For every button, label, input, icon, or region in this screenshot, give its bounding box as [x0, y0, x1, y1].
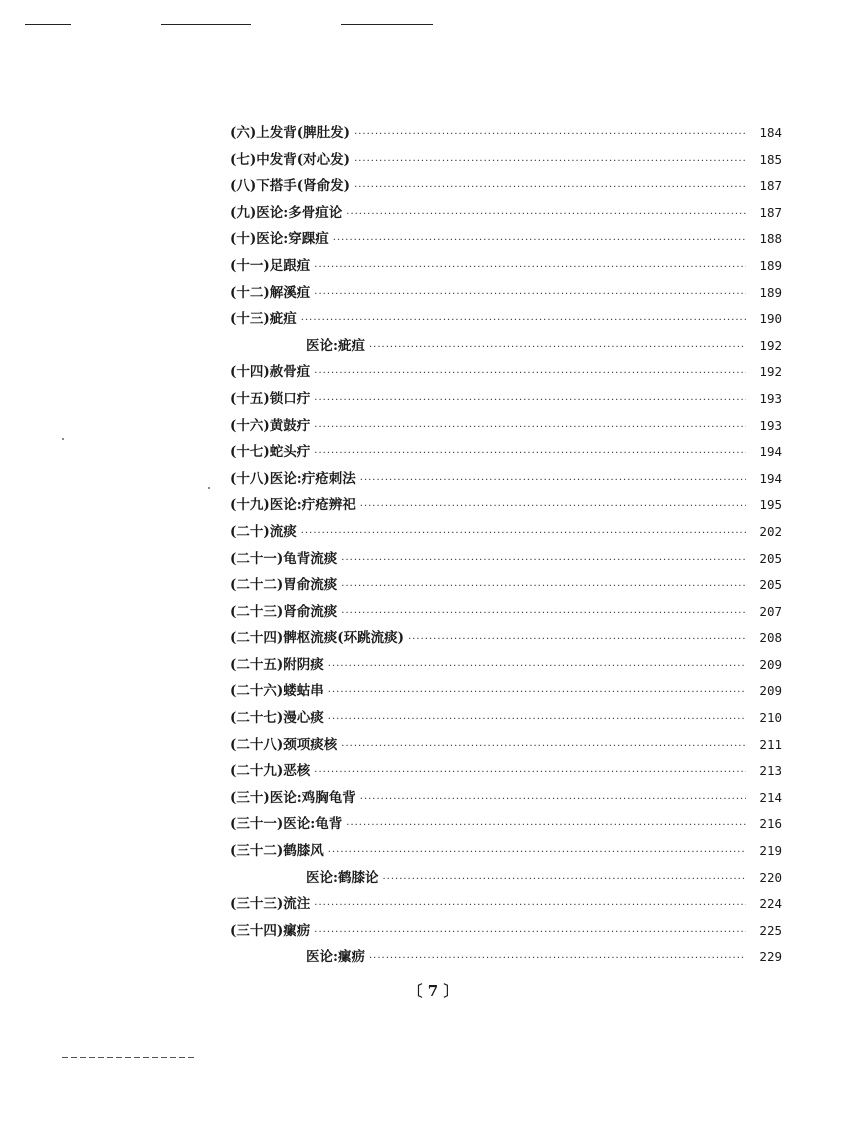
header-rule-right: [341, 24, 433, 25]
toc-entry[interactable]: [230, 413, 782, 440]
header-rule-center: [161, 24, 251, 25]
toc-entry-title: 颈项痰核: [283, 736, 338, 753]
toc-entry-page: 187: [759, 204, 782, 220]
toc-entry-page: 214: [759, 789, 782, 805]
toc-entry-number: (二十七): [230, 710, 284, 727]
toc-entry-title: 附阴痰: [283, 656, 324, 673]
toc-entry-title: 蝼蛄串: [283, 683, 324, 700]
toc-entry-title: 解溪疽: [269, 284, 311, 301]
toc-entry[interactable]: [230, 705, 782, 732]
toc-entry-number: (二十五): [230, 656, 284, 673]
toc-entry-number: (十四): [230, 364, 270, 381]
dot-leader: [360, 468, 746, 495]
toc-entry[interactable]: [230, 732, 782, 759]
toc-entry-page: 205: [759, 577, 782, 593]
toc-entry-number: (十六): [230, 417, 270, 434]
toc-entry-number: (六): [230, 125, 257, 141]
dot-leader: [314, 415, 746, 442]
toc-entry-title: 医论:鹤膝论: [306, 869, 379, 886]
toc-entry-page: 189: [759, 284, 782, 300]
toc-entry-page: 220: [759, 869, 782, 885]
dot-leader: [301, 521, 746, 548]
toc-entry-title: 中发背(对心发): [256, 151, 351, 168]
toc-entry-page: 208: [759, 630, 782, 646]
toc-entry-number: (二十九): [230, 763, 284, 780]
toc-entry-page: 188: [759, 231, 782, 247]
toc-entry-number: (二十二): [230, 577, 284, 594]
dot-leader: [314, 388, 746, 415]
toc-entry-page: 187: [759, 178, 782, 194]
toc-entry[interactable]: [230, 891, 782, 918]
toc-entry-page: 193: [759, 390, 782, 406]
dot-leader: [314, 361, 746, 388]
toc-entry[interactable]: [230, 785, 782, 812]
dot-leader: [341, 548, 746, 575]
toc-entry[interactable]: [230, 519, 782, 546]
toc-entry-title: 漫心痰: [283, 710, 324, 727]
toc-entry-title: 恶核: [283, 763, 311, 780]
toc-entry-page: 202: [759, 523, 782, 539]
toc-entry-title: 瘰疬: [283, 922, 311, 939]
toc-entry-title: 医论:多骨疽论: [256, 204, 343, 221]
toc-entry-page: 207: [759, 603, 782, 619]
dot-leader: [314, 893, 746, 920]
dot-leader: [408, 627, 746, 654]
toc-entry[interactable]: [230, 625, 782, 652]
dot-leader: [369, 946, 746, 973]
dot-leader: [354, 175, 746, 202]
toc-entry-number: (十五): [230, 390, 270, 407]
toc-entry[interactable]: [230, 811, 782, 838]
toc-entry[interactable]: [230, 147, 782, 174]
toc-entry[interactable]: [230, 546, 782, 573]
toc-entry-page: 209: [759, 656, 782, 672]
toc-entry[interactable]: [230, 944, 782, 971]
toc-entry-title: 胃俞流痰: [283, 577, 338, 594]
toc-entry[interactable]: [230, 306, 782, 333]
dot-leader: [354, 122, 746, 149]
dot-leader: [328, 680, 746, 707]
toc-entry-page: 194: [759, 444, 782, 460]
toc-entry-title: 流痰: [269, 523, 297, 540]
toc-entry-title: 医论:疔疮辨祀: [269, 497, 356, 514]
toc-entry-page: 219: [759, 843, 782, 859]
dot-leader: [301, 308, 746, 335]
toc-entry[interactable]: [230, 359, 782, 386]
dot-leader: [354, 149, 746, 176]
toc-entry-page: 185: [759, 151, 782, 167]
toc-entry[interactable]: [230, 838, 782, 865]
dot-leader: [341, 574, 746, 601]
toc-entry-title: 医论:龟背: [283, 816, 343, 833]
toc-entry-title: 髀枢流痰(环跳流痰): [283, 630, 405, 647]
dot-leader: [333, 228, 746, 255]
dot-leader: [346, 813, 746, 840]
toc-entry-title: 流注: [283, 896, 311, 913]
toc-entry-number: (三十二): [230, 843, 284, 860]
toc-entry-page: 192: [759, 364, 782, 380]
toc-entry[interactable]: [230, 226, 782, 253]
toc-entry-number: (二十六): [230, 683, 284, 700]
toc-entry-page: 213: [759, 763, 782, 779]
toc-entry-title: 肾俞流痰: [283, 603, 338, 620]
toc-entry-number: (十三): [230, 311, 270, 328]
header-rule-left: [25, 24, 71, 25]
dot-leader: [328, 707, 746, 734]
toc-entry[interactable]: [230, 492, 782, 519]
dot-leader: [328, 840, 746, 867]
toc-entry[interactable]: [230, 386, 782, 413]
table-of-contents: [230, 120, 782, 971]
toc-entry-page: 224: [759, 896, 782, 912]
toc-entry-page: 195: [759, 497, 782, 513]
toc-entry[interactable]: [230, 652, 782, 679]
dot-leader: [360, 787, 746, 814]
toc-entry-title: 疵疽: [269, 311, 297, 328]
scan-speck: [208, 487, 210, 489]
scan-speck: [62, 438, 64, 440]
dot-leader: [314, 920, 746, 947]
toc-entry[interactable]: [230, 120, 782, 147]
dot-leader: [369, 335, 746, 362]
toc-entry-title: 医论:穿踝疽: [256, 231, 329, 248]
dot-leader: [382, 867, 746, 894]
toc-entry-title: 下搭手(肾俞发): [256, 178, 351, 195]
toc-entry[interactable]: [230, 599, 782, 626]
toc-entry[interactable]: [230, 865, 782, 892]
toc-entry-page: 225: [759, 922, 782, 938]
toc-entry-page: 189: [759, 257, 782, 273]
toc-entry-number: (八): [230, 178, 257, 195]
toc-entry-title: 蛇头疔: [269, 444, 311, 461]
toc-entry-title: 足跟疽: [269, 257, 311, 274]
toc-entry-page: 190: [759, 311, 782, 327]
toc-entry-title: 上发背(脾肚发): [256, 125, 351, 141]
page-number-footer: 〔 7 〕: [407, 982, 459, 1000]
dot-leader: [314, 441, 746, 468]
toc-entry[interactable]: [230, 678, 782, 705]
toc-entry-title: 鹤膝风: [283, 843, 324, 860]
toc-entry-page: 194: [759, 470, 782, 486]
toc-entry-title: 龟背流痰: [283, 550, 338, 567]
toc-entry-title: 黄鼓疔: [269, 417, 311, 434]
toc-entry-number: (二十一): [230, 550, 284, 567]
scan-smudge: [62, 1057, 194, 1058]
toc-entry-page: 193: [759, 417, 782, 433]
toc-entry[interactable]: [230, 280, 782, 307]
toc-entry-number: (七): [230, 151, 257, 168]
toc-entry-page: 192: [759, 337, 782, 353]
toc-entry-number: (十七): [230, 444, 270, 461]
dot-leader: [360, 494, 746, 521]
dot-leader: [346, 202, 746, 229]
toc-entry-number: (三十): [230, 789, 270, 806]
toc-entry-number: (二十三): [230, 603, 284, 620]
dot-leader: [314, 255, 746, 282]
toc-entry-title: 锁口疔: [269, 390, 311, 407]
toc-entry[interactable]: [230, 200, 782, 227]
toc-entry-page: 229: [759, 949, 782, 965]
toc-entry[interactable]: [230, 572, 782, 599]
toc-entry-number: (十一): [230, 257, 270, 274]
dot-leader: [341, 601, 746, 628]
toc-entry-number: (三十四): [230, 922, 284, 939]
toc-entry-number: (三十三): [230, 896, 284, 913]
toc-entry-title: 医论:疵疽: [306, 337, 365, 354]
toc-entry-number: (十二): [230, 284, 270, 301]
toc-entry-number: (二十四): [230, 630, 284, 647]
toc-entry-page: 211: [759, 736, 782, 752]
dot-leader: [314, 760, 746, 787]
dot-leader: [328, 654, 746, 681]
toc-entry-page: 209: [759, 683, 782, 699]
toc-entry-title: 医论:瘰疬: [306, 949, 365, 966]
dot-leader: [314, 282, 746, 309]
toc-entry[interactable]: [230, 253, 782, 280]
toc-entry-number: (三十一): [230, 816, 284, 833]
toc-entry-number: (九): [230, 204, 257, 221]
toc-entry-title: 赦骨疽: [269, 364, 311, 381]
toc-entry-number: (十九): [230, 497, 270, 514]
toc-entry-number: (二十八): [230, 736, 284, 753]
toc-entry-page: 184: [759, 125, 782, 140]
toc-entry[interactable]: [230, 173, 782, 200]
toc-entry-page: 210: [759, 710, 782, 726]
toc-entry-number: (二十): [230, 523, 270, 540]
toc-entry[interactable]: [230, 333, 782, 360]
toc-entry-page: 205: [759, 550, 782, 566]
dot-leader: [341, 734, 746, 761]
toc-entry[interactable]: [230, 439, 782, 466]
toc-entry[interactable]: [230, 918, 782, 945]
toc-entry-title: 医论:疔疮刺法: [269, 470, 356, 487]
toc-entry[interactable]: [230, 466, 782, 493]
toc-entry-number: (十八): [230, 470, 270, 487]
toc-entry-number: (十): [230, 231, 257, 248]
toc-entry-title: 医论:鸡胸龟背: [269, 789, 356, 806]
toc-entry-page: 216: [759, 816, 782, 832]
toc-entry[interactable]: [230, 758, 782, 785]
